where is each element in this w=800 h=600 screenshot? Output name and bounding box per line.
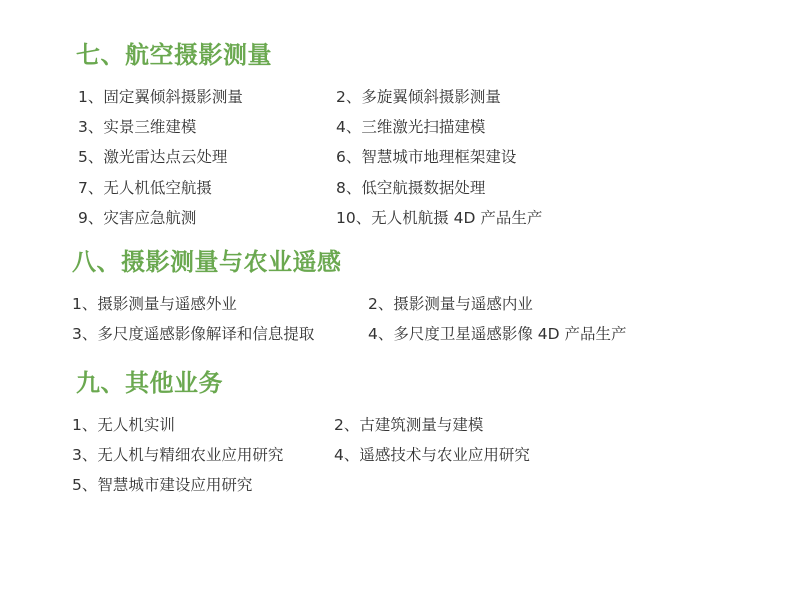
list-item-left: 1、摄影测量与遥感外业 — [72, 295, 237, 314]
list-item-right: 2、摄影测量与遥感内业 — [368, 295, 533, 314]
list-item-left: 3、多尺度遥感影像解译和信息提取 — [72, 325, 315, 344]
list-item-left: 5、激光雷达点云处理 — [78, 148, 228, 167]
section-title: 九、其他业务 — [76, 368, 223, 397]
list-item-left: 9、灾害应急航测 — [78, 208, 197, 227]
list-item — [36, 440, 764, 470]
list-item-left: 3、无人机与精细农业应用研究 — [72, 445, 284, 464]
list-item-left: 5、智慧城市建设应用研究 — [72, 475, 253, 494]
section-item-list — [36, 410, 764, 501]
list-item-right: 2、古建筑测量与建模 — [334, 415, 484, 434]
list-item — [36, 112, 764, 142]
list-item-right: 2、多旋翼倾斜摄影测量 — [336, 88, 501, 106]
list-item-left: 1、无人机实训 — [72, 415, 175, 434]
list-item — [36, 319, 764, 349]
list-item — [36, 410, 764, 440]
list-item-left: 7、无人机低空航摄 — [78, 178, 212, 197]
list-item-right: 8、低空航摄数据处理 — [336, 178, 486, 197]
section-title: 七、航空摄影测量 — [76, 41, 272, 69]
list-item — [36, 173, 764, 203]
section-item-list — [36, 289, 764, 349]
list-item — [36, 82, 764, 112]
section-item-list — [36, 82, 764, 233]
list-item-right: 4、多尺度卫星遥感影像 4D 产品生产 — [368, 325, 627, 344]
list-item-right: 6、智慧城市地理框架建设 — [336, 148, 517, 167]
list-item — [36, 470, 764, 500]
list-item-left: 1、固定翼倾斜摄影测量 — [78, 88, 243, 106]
list-item-right: 4、三维激光扫描建模 — [336, 118, 486, 137]
section-title: 八、摄影测量与农业遥感 — [72, 248, 342, 277]
section-photogrammetry-agriculture-remote-sensing — [36, 247, 764, 349]
list-item-left: 3、实景三维建模 — [78, 118, 197, 137]
list-item — [36, 142, 764, 172]
section-aerial-photogrammetry — [36, 40, 764, 233]
list-item — [36, 289, 764, 319]
list-item-right: 4、遥感技术与农业应用研究 — [334, 445, 530, 464]
section-other-business — [36, 368, 764, 501]
list-item-right: 10、无人机航摄 4D 产品生产 — [336, 208, 543, 227]
list-item — [36, 203, 764, 233]
